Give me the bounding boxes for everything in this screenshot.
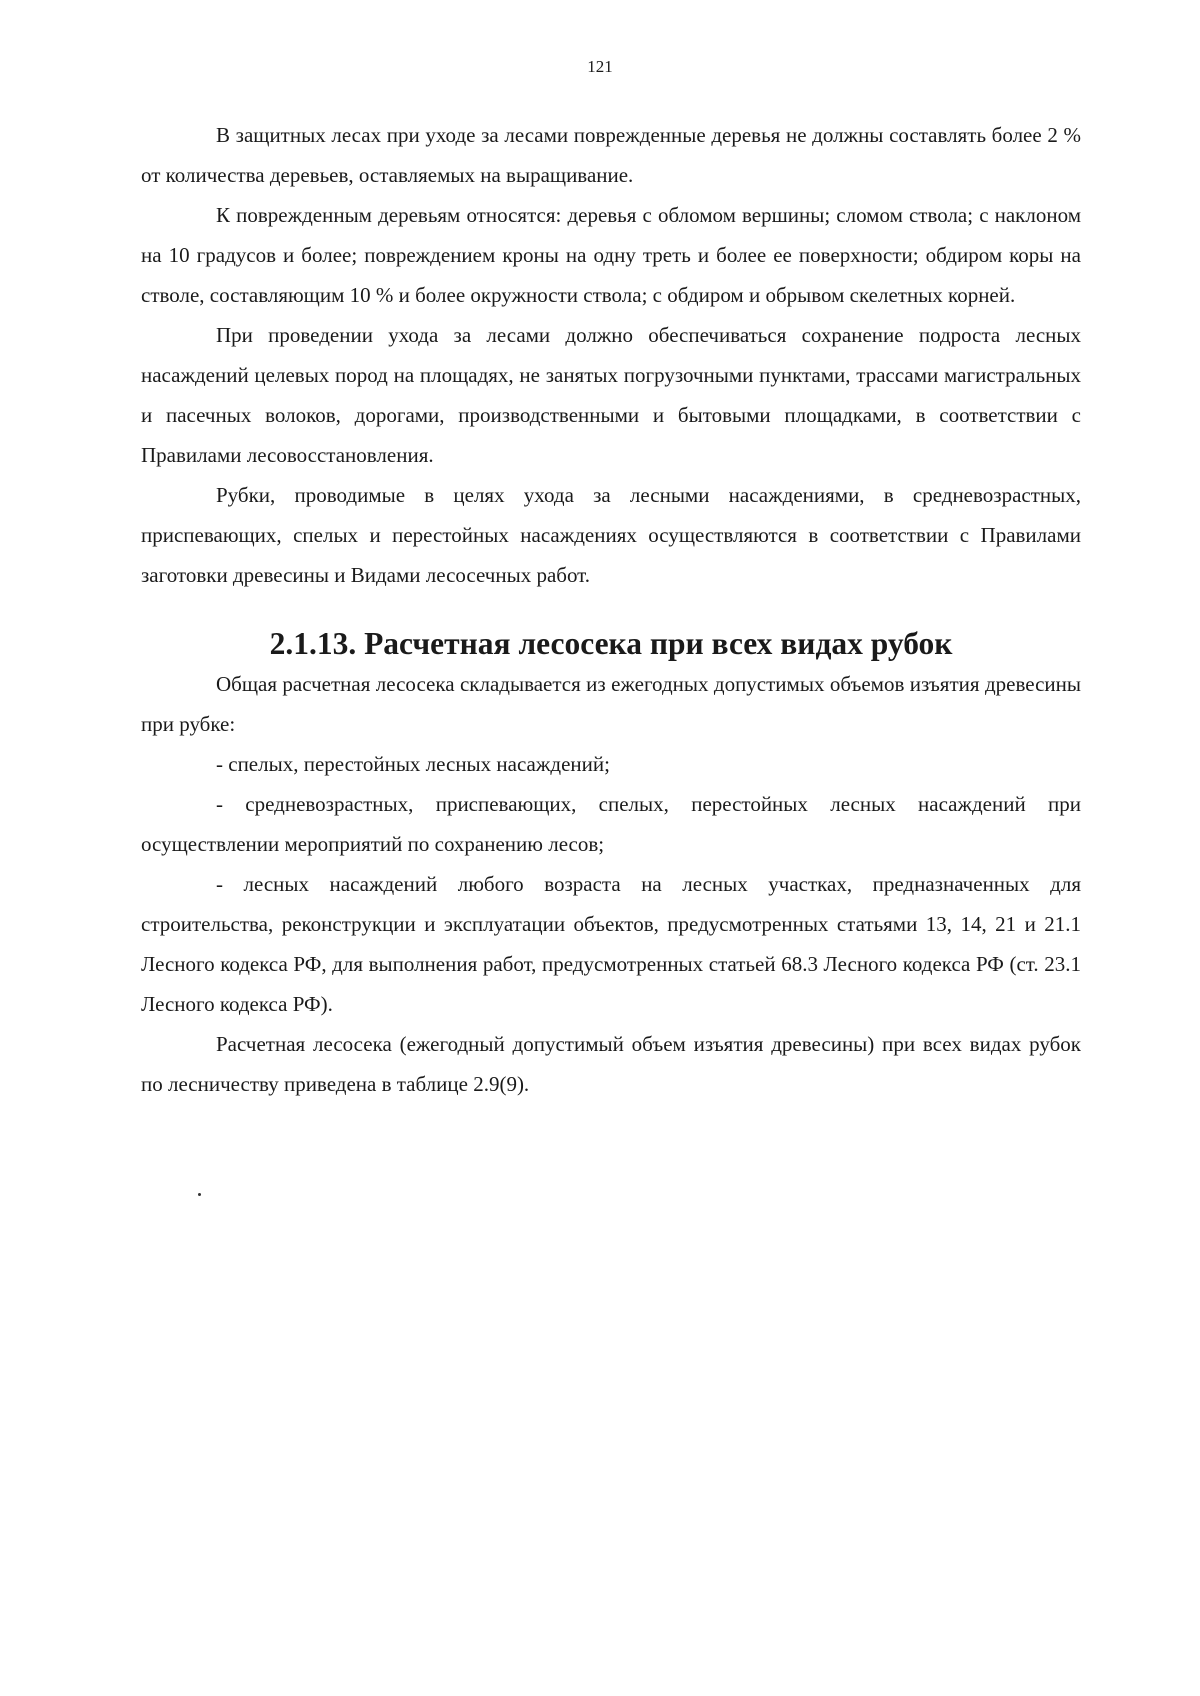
paragraph-protective-forests: В защитных лесах при уходе за лесами поврежденные деревья не должны составлять более 2 % от количества деревьев, оставляемых на выращивание. [141, 123, 1081, 187]
list-item-any-age-stands: - лесных насаждений любого возраста на лесных участках, предназначенных для строительства, реконструкции и эксплуатации объектов, предусмотренных статьями 13, 14, 21 и 21.1 Лесного кодекса РФ, для выполнения работ, предусмотренных статьей 68.3 Лесного кодекса РФ (ст. 23.1 Лесного кодекса РФ). [141, 872, 1081, 1016]
paragraph-allowable-cut-intro: Общая расчетная лесосека складывается из ежегодных допустимых объемов изъятия древесины при рубке: [141, 672, 1081, 736]
stray-dot-mark [198, 1193, 201, 1196]
paragraph-table-reference: Расчетная лесосека (ежегодный допустимый объем изъятия древесины) при всех видах рубок по лесничеству приведена в таблице 2.9(9). [141, 1032, 1081, 1096]
paragraph-damaged-trees: К поврежденным деревьям относятся: деревья с обломом вершины; сломом ствола; с наклоном на 10 градусов и более; повреждением кроны на одну треть и более ее поверхности; обдиром коры на стволе, составляющим 10 % и более окружности ствола; с обдиром и обрывом скелетных корней. [141, 203, 1081, 307]
paragraph-care-fellings: Рубки, проводимые в целях ухода за лесными насаждениями, в средневозрастных, приспевающих, спелых и перестойных насаждениях осуществляются в соответствии с Правилами заготовки древесины и Видами лесосечных работ. [141, 483, 1081, 587]
document-body [141, 115, 1081, 1104]
list-item-mature-stands: - спелых, перестойных лесных насаждений; [216, 752, 610, 776]
section-heading: 2.1.13. Расчетная лесосека при всех видах рубок [269, 626, 953, 661]
list-item-middle-aged-stands: - средневозрастных, приспевающих, спелых, перестойных лесных насаждений при осуществлении мероприятий по сохранению лесов; [141, 792, 1081, 856]
paragraph-undergrowth-preservation: При проведении ухода за лесами должно обеспечиваться сохранение подроста лесных насаждений целевых пород на площадях, не занятых погрузочными пунктами, трассами магистральных и пасечных волоков, дорогами, производственными и бытовыми площадками, в соответствии с Правилами лесовосстановления. [141, 323, 1081, 467]
page-number: 121 [587, 57, 613, 76]
